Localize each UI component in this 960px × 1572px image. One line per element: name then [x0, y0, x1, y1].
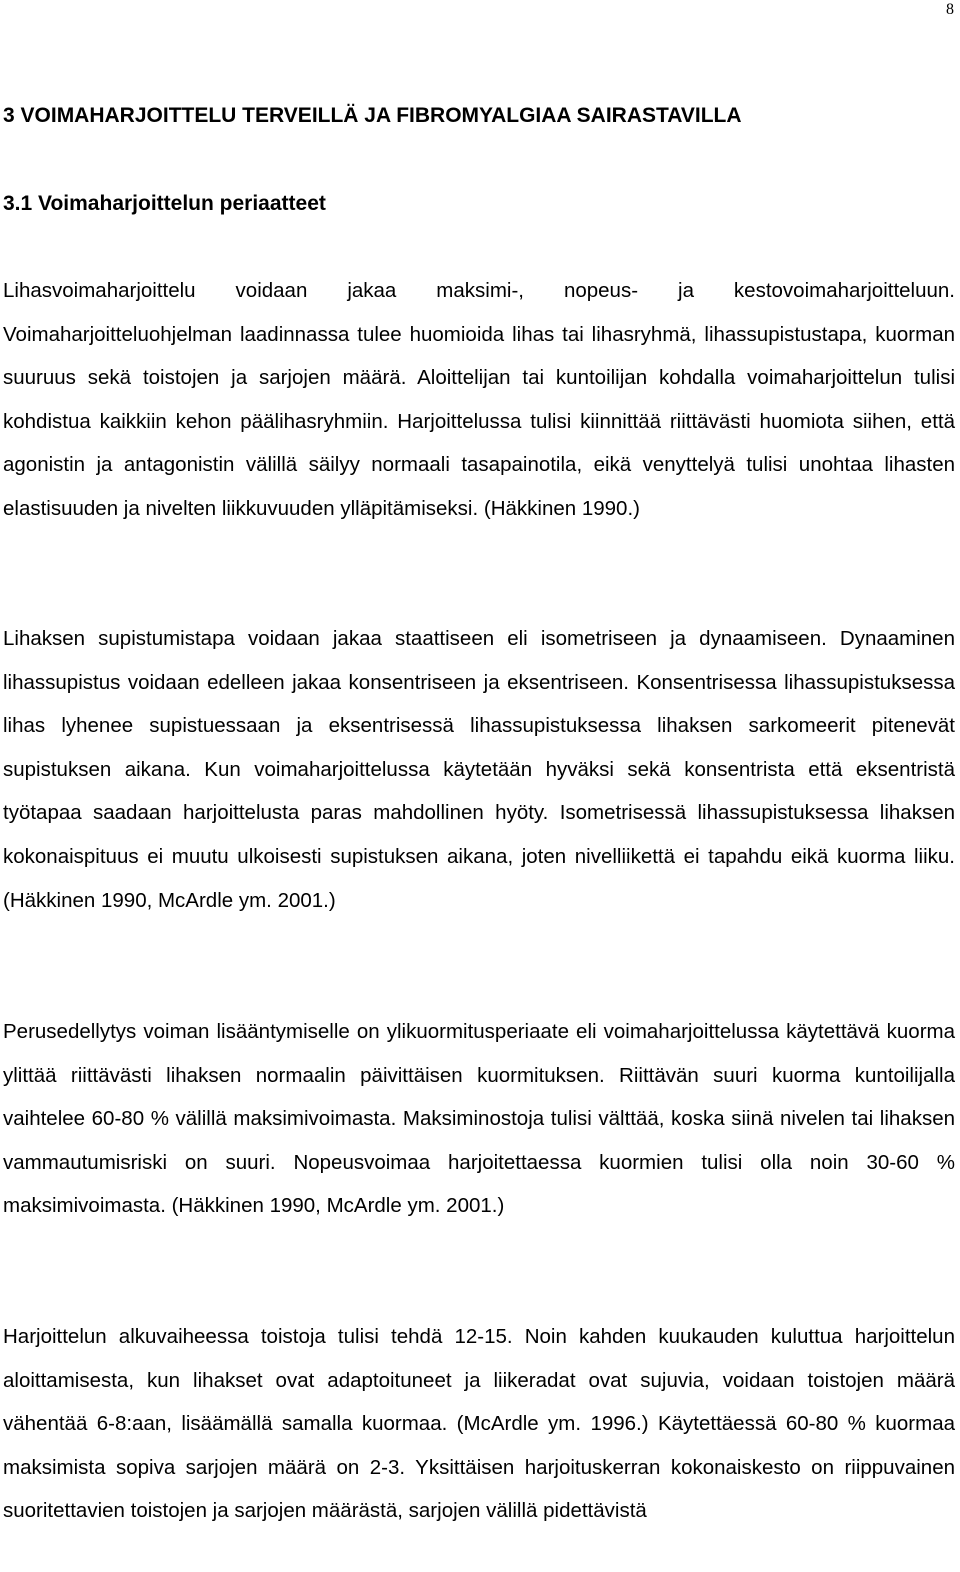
paragraph-overload-principle: Perusedellytys voiman lisääntymiselle on ylikuormitusperiaate eli voimaharjoittelussa käytettävä kuorma ylittää riittävästi lihaksen normaalin päivittäisen kuormituksen. Riittävän suuri kuorma kuntoilijalla vaihtelee 60-80 % välillä maksimivoimasta. Maksiminostoja tulisi välttää, koska siinä nivelen tai lihaksen vammautumisriski on suuri. Nopeusvoimaa harjoitettaessa kuormien tulisi olla noin 30-60 % maksimivoimasta. (Häkkinen 1990, McArdle ym. 2001.)	[3, 1020, 955, 1218]
section-heading: 3.1 Voimaharjoittelun periaatteet	[3, 192, 326, 215]
paragraph-repetitions-sets: Harjoittelun alkuvaiheessa toistoja tulisi tehdä 12-15. Noin kahden kuukauden kuluttua harjoittelun aloittamisesta, kun lihakset ovat adaptoituneet ja liikeradat ovat sujuvia, voidaan toistojen määrä vähentää 6-8:aan, lisäämällä samalla kuormaa. (McArdle ym. 1996.) Käytettäessä 60-80 % kuormaa maksimista sopiva sarjojen määrä on 2-3. Yksittäisen harjoituskerran kokonaiskesto on riippuvainen suoritettavien toistojen ja sarjojen määrästä, sarjojen välillä pidettävistä	[3, 1325, 955, 1523]
paragraph-contraction-types: Lihaksen supistumistapa voidaan jakaa staattiseen eli isometriseen ja dynaamiseen. Dynaaminen lihassupistus voidaan edelleen jakaa konsentriseen ja eksentriseen. Konsentrisessa lihassupistuksessa lihas lyhenee supistuessaan ja eksentrisessä lihassupistuksessa lihaksen sarkomeerit pitenevät supistuksen aikana. Kun voimaharjoittelussa käytetään hyväksi sekä konsentrista että eksentristä työtapaa saadaan harjoittelusta paras mahdollinen hyöty. Isometrisessä lihassupistuksessa lihaksen kokonaispituus ei muutu ulkoisesti supistuksen aikana, joten nivelliikettä ei tapahdu eikä kuorma liiku. (Häkkinen 1990, McArdle ym. 2001.)	[3, 627, 955, 912]
chapter-heading: 3 VOIMAHARJOITTELU TERVEILLÄ JA FIBROMYALGIAA SAIRASTAVILLA	[3, 104, 742, 127]
page-number: 8	[946, 1, 954, 18]
paragraph-strength-training-types: Lihasvoimaharjoittelu voidaan jakaa maksimi-, nopeus- ja kestovoimaharjoitteluun. Voimaharjoitteluohjelman laadinnassa tulee huomioida lihas tai lihasryhmä, lihassupistustapa, kuorman suuruus sekä toistojen ja sarjojen määrä. Aloittelijan tai kuntoilijan kohdalla voimaharjoittelun tulisi kohdistua kaikkiin kehon päälihasryhmiin. Harjoittelussa tulisi kiinnittää riittävästi huomiota siihen, että agonistin ja antagonistin välillä säilyy normaali tasapainotila, eikä venyttelyä tulisi unohtaa lihasten elastisuuden ja nivelten liikkuvuuden ylläpitämiseksi. (Häkkinen 1990.)	[3, 279, 955, 520]
